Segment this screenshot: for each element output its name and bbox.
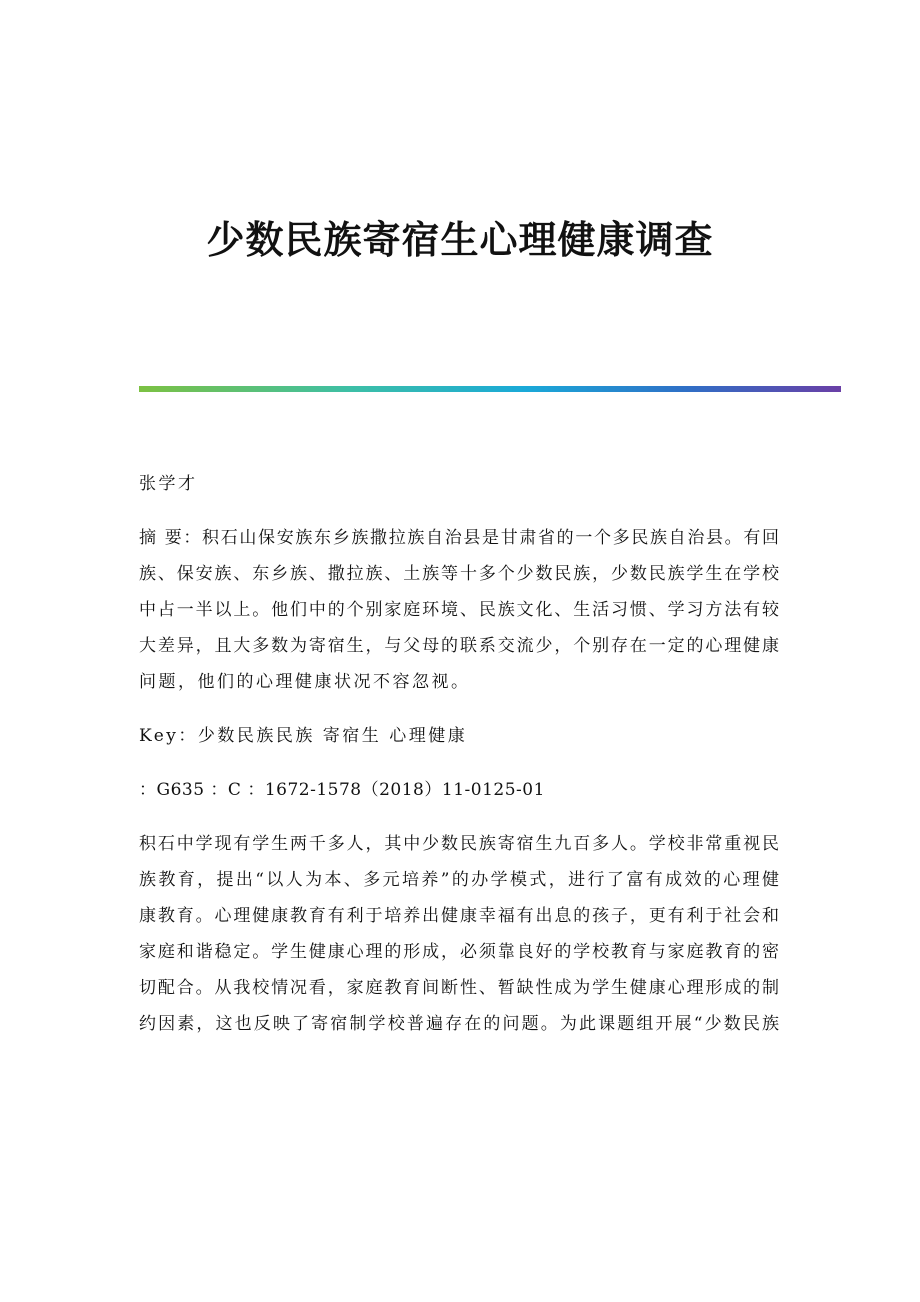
body-line: 家庭和谐稳定。学生健康心理的形成，必须靠良好的学校教育与家庭教育的密	[139, 942, 779, 962]
body-line: 族教育，提出“以人为本、多元培养”的办学模式，进行了富有成效的心理健	[139, 870, 779, 890]
abstract-line: 族、保安族、东乡族、撒拉族、土族等十多个少数民族，少数民族学生在学校	[139, 564, 779, 584]
body-line: 约因素，这也反映了寄宿制学校普遍存在的问题。为此课题组开展“少数民族	[139, 1014, 779, 1034]
spacer	[139, 808, 779, 826]
keywords: Key：少数民族民族 寄宿生 心理健康	[139, 726, 468, 746]
abstract-line: 问题，他们的心理健康状况不容忽视。	[139, 672, 471, 692]
abstract-paragraph	[139, 520, 779, 700]
title-divider	[139, 386, 841, 392]
body-paragraph	[139, 826, 779, 1042]
classification-info: ：G635 ：C ：1672-1578（2018）11-0125-01	[139, 780, 545, 800]
author-name: 张学才	[139, 474, 198, 494]
abstract-line: 摘 要：积石山保安族东乡族撒拉族自治县是甘肃省的一个多民族自治县。有回	[139, 528, 779, 548]
spacer	[139, 754, 779, 772]
body-line: 积石中学现有学生两千多人，其中少数民族寄宿生九百多人。学校非常重视民	[139, 834, 779, 854]
abstract-line: 大差异，且大多数为寄宿生，与父母的联系交流少，个别存在一定的心理健康	[139, 636, 779, 656]
abstract-line: 中占一半以上。他们中的个别家庭环境、民族文化、生活习惯、学习方法有较	[139, 600, 779, 620]
spacer	[139, 700, 779, 718]
page-title: 少数民族寄宿生心理健康调查	[206, 218, 714, 262]
body-line: 切配合。从我校情况看，家庭教育间断性、暂缺性成为学生健康心理形成的制	[139, 978, 779, 998]
document-body	[139, 466, 779, 1042]
spacer	[139, 502, 779, 520]
body-line: 康教育。心理健康教育有利于培养出健康幸福有出息的孩子，更有利于社会和	[139, 906, 779, 926]
